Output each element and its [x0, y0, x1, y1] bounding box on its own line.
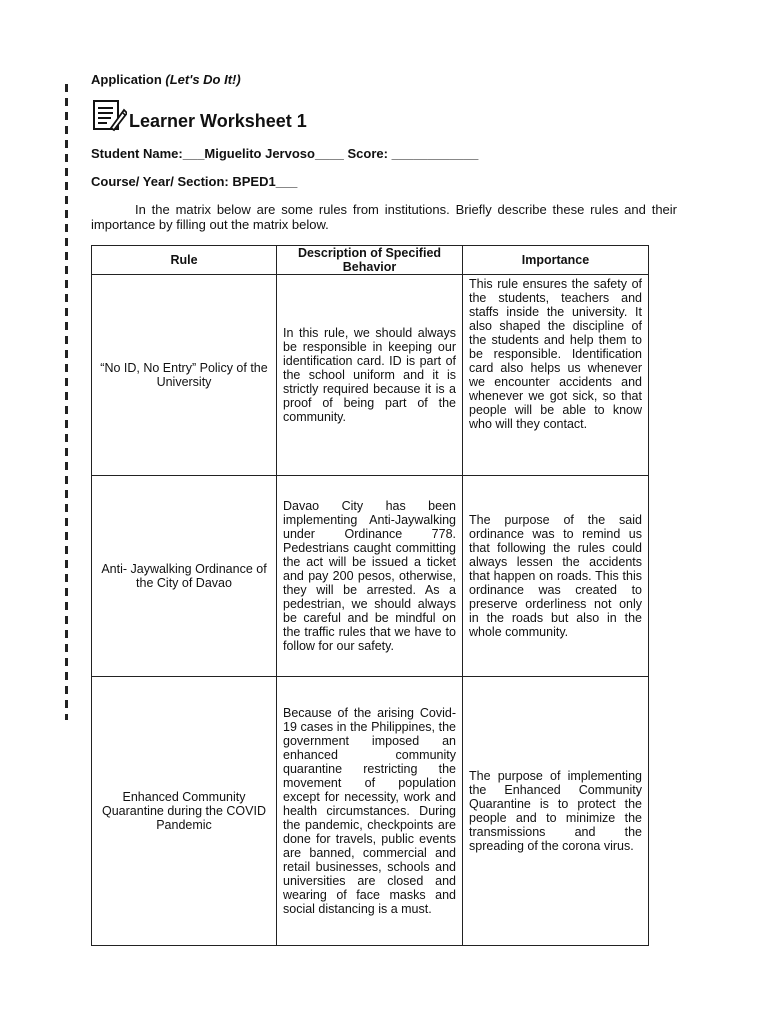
- header-description: Description of Specified Behavior: [277, 246, 463, 275]
- student-name-value: ___Miguelito Jervoso____: [182, 146, 344, 161]
- course-label: Course/ Year/ Section:: [91, 174, 229, 189]
- section-label: Application: [91, 72, 162, 87]
- table-row: [92, 476, 649, 677]
- importance-cell: The purpose of implementing the Enhanced Community Quarantine is to protect the people and to minimize the transmissions and the spreading of the corona virus.: [463, 677, 649, 946]
- rule-cell: Enhanced Community Quarantine during the COVID Pandemic: [92, 677, 277, 946]
- section-subtitle: (Let's Do It!): [165, 72, 241, 87]
- header-importance: Importance: [463, 246, 649, 275]
- worksheet-pencil-icon: [91, 98, 127, 132]
- description-cell: Davao City has been implementing Anti-Jaywalking under Ordinance 778. Pedestrians caught committing the act will be issued a ticket and pay 200 pesos, otherwise, they will be arrested. As a pedestrian, we should always be careful and be mindful on the traffic rules that we have to follow for our safety.: [277, 476, 463, 677]
- score-label: Score:: [343, 146, 388, 161]
- instructions-paragraph: In the matrix below are some rules from institutions. Briefly describe these rules and their importance by filling out the matrix below.: [91, 202, 677, 232]
- student-name-label: Student Name:: [91, 146, 183, 161]
- table-row: [92, 677, 649, 946]
- worksheet-title: Learner Worksheet 1: [129, 111, 307, 131]
- rules-matrix-table: [91, 245, 649, 946]
- importance-cell: This rule ensures the safety of the students, teachers and staffs inside the university. It also shaped the discipline of the students and help them to be responsible. Identification card also helps us whenever we encounter accidents and whenever we got sick, so that people will be able to know who will they contact.: [463, 275, 649, 476]
- margin-dashed-line: [65, 84, 68, 720]
- course-value: BPED1___: [228, 174, 298, 189]
- description-cell: In this rule, we should always be responsible in keeping our identification card. ID is part of the school uniform and it is strictly required because it is a proof of being part of the community.: [277, 275, 463, 476]
- description-cell: Because of the arising Covid-19 cases in the Philippines, the government imposed an enhanced community quarantine restricting the movement of population except for necessity, work and health circumstances. During the pandemic, checkpoints are done for travels, public events are banned, commercial and retail businesses, schools and universities are closed and wearing of face masks and social distancing is a must.: [277, 677, 463, 946]
- rule-cell: “No ID, No Entry” Policy of the University: [92, 275, 277, 476]
- score-value: ____________: [387, 146, 479, 161]
- section-heading: [91, 72, 241, 87]
- header-rule: Rule: [92, 246, 277, 275]
- course-line: [91, 174, 297, 189]
- worksheet-header: [91, 96, 307, 132]
- importance-cell: The purpose of the said ordinance was to remind us that following the rules could always lessen the accidents that happen on roads. This this ordinance was created to preserve orderliness not only in the roads but also in the whole community.: [463, 476, 649, 677]
- student-name-line: [91, 146, 478, 161]
- table-row: [92, 275, 649, 476]
- table-header-row: [92, 246, 649, 275]
- rule-cell: Anti- Jaywalking Ordinance of the City of Davao: [92, 476, 277, 677]
